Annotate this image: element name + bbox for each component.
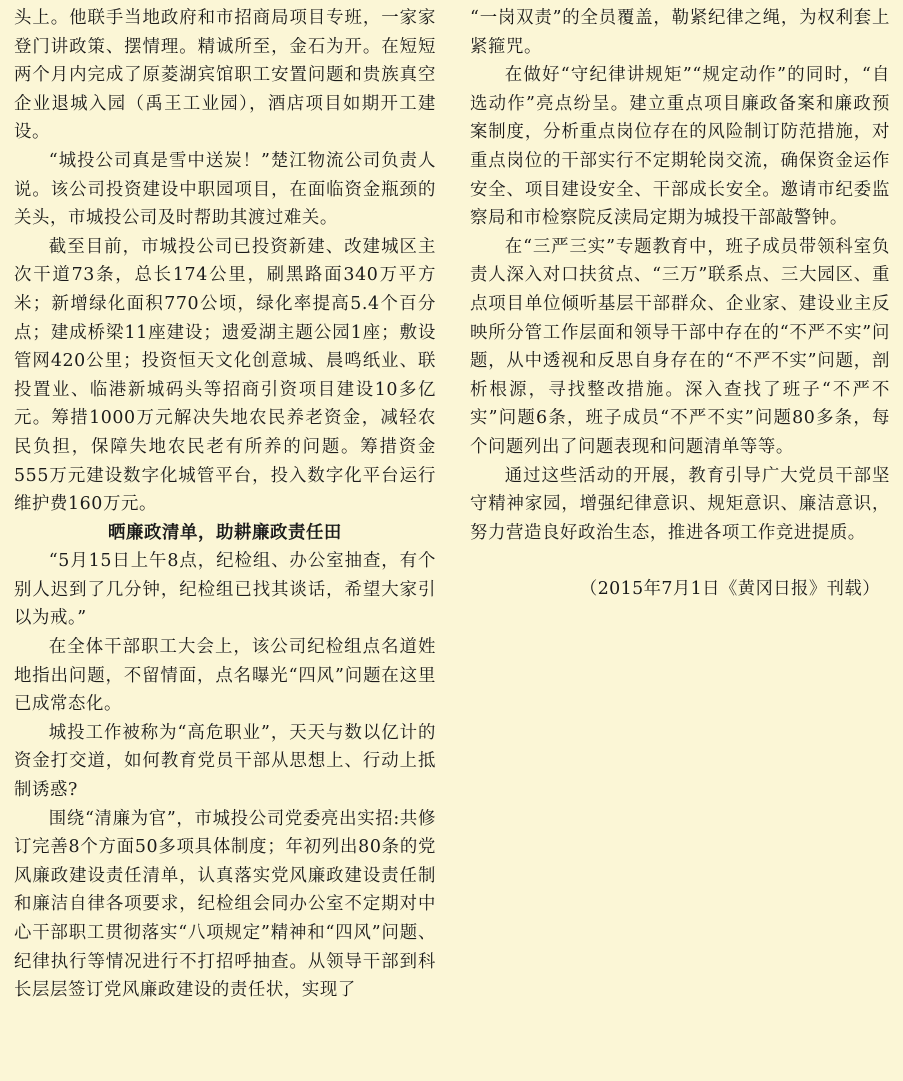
right-column — [470, 4, 890, 604]
paragraph-high-risk-job: 城投工作被称为“高危职业”，天天与数以亿计的资金打交道，如何教育党员干部从思想上、行动上抵制诱惑? — [14, 722, 436, 801]
paragraph-clean-governance: 围绕“清廉为官”，市城投公司党委亮出实招:共修订完善8个方面50多项具体制度；年初列出80条的党风廉政建设责任清单，认真落实党风廉政建设责任制和廉洁自律各项要求，纪检组会同办公室不定期对中心干部职工贯彻落实“八项规定”精神和“四风”问题、纪律执行等情况进行不打招呼抽查。从领导干部到科长层层签订党风廉政建设的责任状，实现了 — [14, 808, 436, 1001]
paragraph-three-stricts: 在“三严三实”专题教育中，班子成员带领科室负责人深入对口扶贫点、“三万”联系点、三大园区、重点项目单位倾听基层干部群众、企业家、建设业主反映所分管工作层面和领导干部中存在的“不严不实”问题，从中透视和反思自身存在的“不严不实”问题，剖析根源，寻找整改措施。深入查找了班子“不严不实”问题6条，班子成员“不严不实”问题80多条，每个问题列出了问题表现和问题清单等等。 — [470, 236, 890, 457]
paragraph-continued-right: “一岗双责”的全员覆盖，勒紧纪律之绳，为权利套上紧箍咒。 — [470, 8, 890, 57]
paragraph-optional-actions: 在做好“守纪律讲规矩”“规定动作”的同时，“自选动作”亮点纷呈。建立重点项目廉政备案和廉政预案制度，分析重点岗位存在的风险制订防范措施，对重点岗位的干部实行不定期轮岗交流，确保资金运作安全、项目建设安全、干部成长安全。邀请市纪委监察局和市检察院反渎局定期为城投干部敲警钟。 — [470, 65, 890, 229]
paragraph-logistics-quote: “城投公司真是雪中送炭！”楚江物流公司负责人说。该公司投资建设中职园项目，在面临资金瓶颈的关头，市城投公司及时帮助其渡过难关。 — [14, 150, 436, 229]
paragraph-inspection-quote: “5月15日上午8点，纪检组、办公室抽查，有个别人迟到了几分钟，纪检组已找其谈话，希望大家引以为戒。” — [14, 551, 436, 629]
paragraph-continued: 头上。他联手当地政府和市招商局项目专班，一家家登门讲政策、摆情理。精诚所至，金石为开。在短短两个月内完成了原菱湖宾馆职工安置问题和贵族真空企业退城入园（禹王工业园），酒店项目如期开工建设。 — [14, 8, 436, 143]
section-heading: 晒廉政清单，助耕廉政责任田 — [108, 522, 342, 543]
paragraph-investment-stats: 截至目前，市城投公司已投资新建、改建城区主次干道73条，总长174公里，刷黑路面340万平方米；新增绿化面积770公顷，绿化率提高5.4个百分点；建成桥梁11座建设；遗爱湖主题公园1座；敷设管网420公里；投资恒天文化创意城、晨鸣纸业、联投置业、临港新城码头等招商引资项目建设10多亿元。筹措1000万元解决失地农民养老资金，减轻农民负担，保障失地农民老有所养的问题。筹措资金555万元建设数字化城管平台，投入数字化平台运行维护费160万元。 — [14, 236, 436, 515]
paragraph-conclusion: 通过这些活动的开展，教育引导广大党员干部坚守精神家园，增强纪律意识、规矩意识、廉洁意识，努力营造良好政治生态，推进各项工作竞进提质。 — [470, 465, 890, 543]
publication-source: （2015年7月1日《黄冈日报》刊载） — [579, 579, 880, 600]
left-column — [14, 4, 436, 1005]
paragraph-staff-meeting: 在全体干部职工大会上，该公司纪检组点名道姓地指出问题，不留情面，点名曝光“四风”问题在这里已成常态化。 — [14, 637, 436, 715]
